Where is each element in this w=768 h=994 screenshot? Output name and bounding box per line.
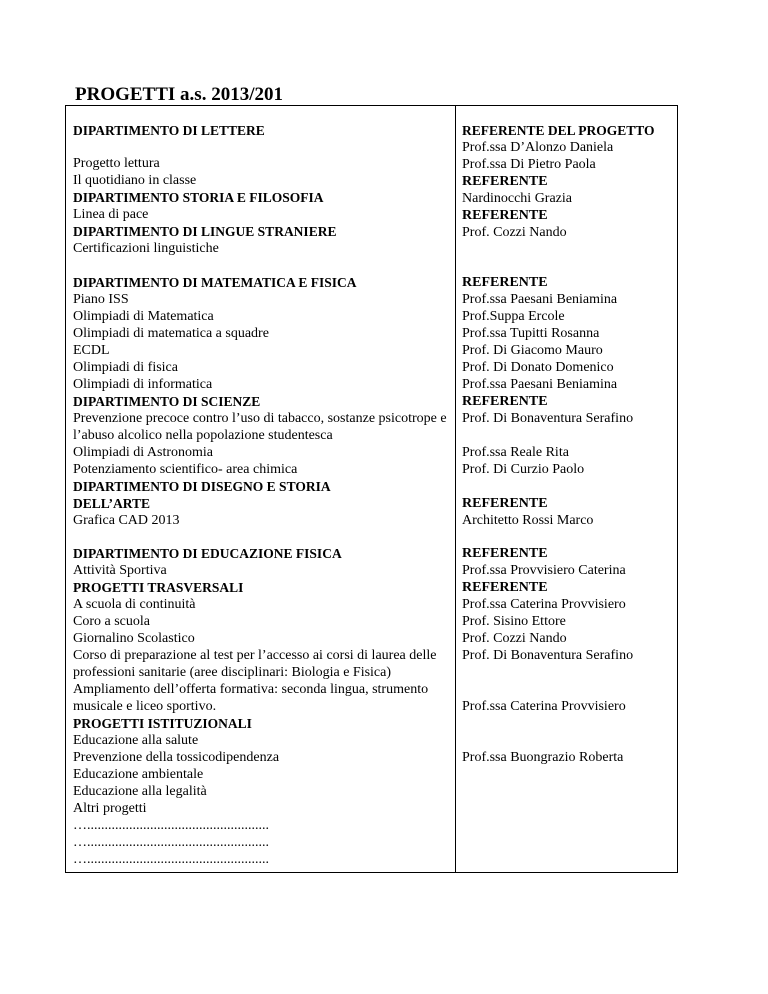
section-header: DIPARTIMENTO DI LETTERE	[73, 123, 265, 138]
project-name: Olimpiadi di Astronomia	[73, 445, 213, 460]
section-educazione-fisica	[73, 545, 449, 868]
project-name: Olimpiadi di informatica	[73, 377, 213, 392]
project-name: Potenziamento scientifico- area chimica	[73, 462, 298, 477]
referente-name: Prof. Di Giacomo Mauro	[462, 343, 603, 358]
placeholder-line: …....................................................	[73, 852, 269, 867]
section-lettere-rows	[73, 155, 449, 257]
referente-header: REFERENTE	[462, 208, 548, 223]
project-name: Coro a scuola	[73, 614, 150, 629]
project-name: Linea di pace	[73, 207, 149, 222]
referente-header: REFERENTE	[462, 174, 548, 189]
referente-name: Prof.ssa Paesani Beniamina	[462, 377, 618, 392]
referente-name: Prof.ssa Caterina Provvisiero	[462, 597, 626, 612]
referente-lettere	[462, 122, 676, 241]
section-header: DIPARTIMENTO DI MATEMATICA E FISICA	[73, 275, 357, 290]
referente-name: Prof. Sisino Ettore	[462, 614, 566, 629]
section-header: DIPARTIMENTO STORIA E FILOSOFIA	[73, 190, 324, 205]
referente-name: Prof. Di Donato Domenico	[462, 360, 614, 375]
project-name: Certificazioni linguistiche	[73, 241, 219, 256]
referente-name: Prof. Cozzi Nando	[462, 631, 567, 646]
column-divider	[455, 106, 456, 872]
section-header: DIPARTIMENTO DI LINGUE STRANIERE	[73, 224, 337, 239]
project-name: Attività Sportiva	[73, 563, 167, 578]
project-name: Giornalino Scolastico	[73, 631, 195, 646]
referente-name: Nardinocchi Grazia	[462, 191, 572, 206]
section-header: PROGETTI ISTITUZIONALI	[73, 716, 252, 731]
project-name: Prevenzione della tossicodipendenza	[73, 750, 280, 765]
project-name: Corso di preparazione al test per l’accesso ai corsi di laurea delle professioni sanitarie (aree disciplinari: Biologia e Fisica)	[73, 648, 437, 680]
page-title: PROGETTI a.s. 2013/201	[75, 84, 283, 105]
section-header: DIPARTIMENTO DI SCIENZE	[73, 394, 261, 409]
referente-name: Prof.ssa D’Alonzo Daniela	[462, 140, 614, 155]
referente-name: Prof.ssa Paesani Beniamina	[462, 292, 618, 307]
referente-header: REFERENTE DEL PROGETTO	[462, 123, 655, 138]
project-name: Ampliamento dell’offerta formativa: seconda lingua, strumento musicale e liceo sportivo.	[73, 682, 429, 714]
referente-header: REFERENTE	[462, 546, 548, 561]
referente-name: Prof.ssa Provvisiero Caterina	[462, 563, 626, 578]
referente-header: REFERENTE	[462, 580, 548, 595]
referente-name: Prof. Di Bonaventura Serafino	[462, 648, 634, 663]
referente-name: Architetto Rossi Marco	[462, 513, 594, 528]
referente-name: Prof. Di Bonaventura Serafino	[462, 411, 634, 426]
section-header: DIPARTIMENTO DI DISEGNO E STORIA DELL’ARTE	[73, 479, 330, 511]
referente-header: REFERENTE	[462, 275, 548, 290]
section-header: PROGETTI TRASVERSALI	[73, 580, 244, 595]
project-name: Il quotidiano in classe	[73, 173, 197, 188]
project-name: Olimpiadi di fisica	[73, 360, 178, 375]
project-name: Progetto lettura	[73, 156, 160, 171]
projects-table	[65, 105, 678, 873]
referente-name: Prof. Di Curzio Paolo	[462, 462, 585, 477]
project-name: ECDL	[73, 343, 110, 358]
referente-educazione-fisica	[462, 545, 676, 766]
altri-progetti-label: Altri progetti	[73, 801, 147, 816]
section-matematica	[73, 274, 449, 529]
referente-matematica	[462, 274, 676, 529]
placeholder-line: …....................................................	[73, 835, 269, 850]
referente-name: Prof.ssa Buongrazio Roberta	[462, 750, 624, 765]
referente-name: Prof. Cozzi Nando	[462, 225, 567, 240]
project-name: Educazione alla salute	[73, 733, 199, 748]
referente-name: Prof.ssa Di Pietro Paola	[462, 157, 596, 172]
project-name: Educazione ambientale	[73, 767, 204, 782]
project-name: Olimpiadi di matematica a squadre	[73, 326, 269, 341]
project-name: Olimpiadi di Matematica	[73, 309, 214, 324]
referente-header: REFERENTE	[462, 496, 548, 511]
section-header: DIPARTIMENTO DI EDUCAZIONE FISICA	[73, 546, 342, 561]
placeholder-line: …....................................................	[73, 818, 269, 833]
section-lettere	[73, 122, 449, 139]
referente-name: Prof.ssa Caterina Provvisiero	[462, 699, 626, 714]
project-name: Prevenzione precoce contro l’uso di tabacco, sostanze psicotrope e l’abuso alcolico nella popolazione studentesca	[73, 411, 447, 443]
project-name: A scuola di continuità	[73, 597, 196, 612]
referente-name: Prof.ssa Tupitti Rosanna	[462, 326, 600, 341]
project-name: Grafica CAD 2013	[73, 513, 180, 528]
referente-name: Prof.ssa Reale Rita	[462, 445, 569, 460]
project-name: Educazione alla legalità	[73, 784, 207, 799]
referente-header: REFERENTE	[462, 394, 548, 409]
project-name: Piano ISS	[73, 292, 129, 307]
referente-name: Prof.Suppa Ercole	[462, 309, 565, 324]
